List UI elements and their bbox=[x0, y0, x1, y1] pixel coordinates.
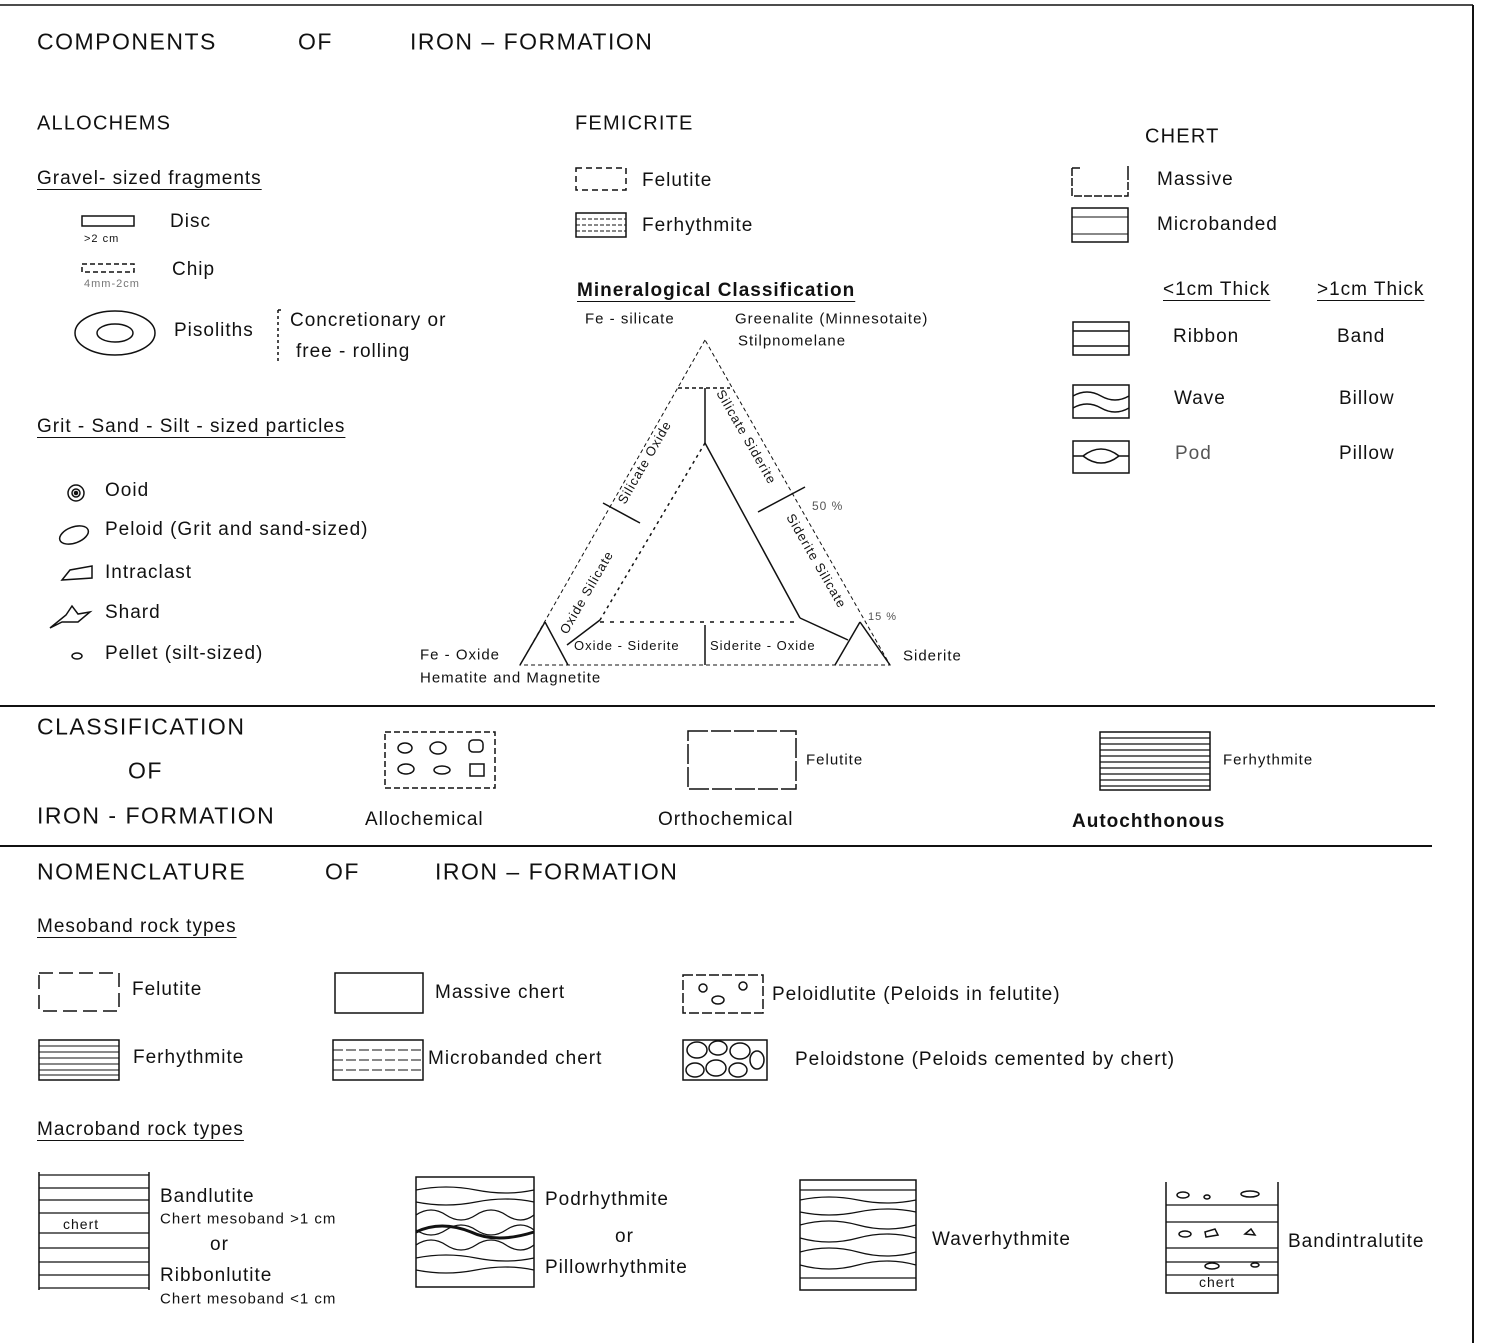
massive-chert-symbol bbox=[1072, 166, 1128, 196]
massive-chert-mesoband-symbol bbox=[335, 973, 423, 1013]
chert-band: Band bbox=[1337, 326, 1386, 347]
autochthonous-label: Autochthonous bbox=[1072, 811, 1226, 832]
hematite-magnetite-label: Hematite and Magnetite bbox=[420, 669, 602, 687]
disc-label: Disc bbox=[170, 211, 211, 232]
gravel-heading: Gravel- sized fragments bbox=[37, 168, 262, 189]
peloidlutite-symbol bbox=[683, 975, 763, 1013]
pisoliths-note-2: free - rolling bbox=[296, 341, 411, 362]
field-siderite-oxide: Siderite - Oxide bbox=[710, 638, 816, 653]
mesoband-microbanded-chert: Microbanded chert bbox=[428, 1048, 603, 1069]
orthochemical-label: Orthochemical bbox=[658, 809, 794, 830]
classification-title-2: OF bbox=[128, 757, 163, 784]
podrhythmite-or: or bbox=[615, 1226, 634, 1247]
field-silicate-oxide: Silicate Oxide bbox=[614, 418, 675, 507]
allochems-heading: ALLOCHEMS bbox=[37, 112, 172, 135]
ribbonlutite-note: Chert mesoband <1 cm bbox=[160, 1290, 337, 1308]
mesoband-heading: Mesoband rock types bbox=[37, 916, 237, 937]
particle-ooid: Ooid bbox=[105, 480, 150, 501]
field-siderite-silicate: Siderite Silicate bbox=[783, 511, 850, 611]
components-title-3: IRON – FORMATION bbox=[410, 28, 654, 55]
siderite-label: Siderite bbox=[903, 647, 962, 665]
particle-intraclast: Intraclast bbox=[105, 562, 193, 583]
waverhythmite-symbol bbox=[800, 1180, 916, 1290]
peloidstone-symbol bbox=[683, 1040, 767, 1080]
bandlutite-chert-tag: chert bbox=[63, 1216, 100, 1232]
ferhythmite-symbol bbox=[576, 213, 626, 237]
femicrite-heading: FEMICRITE bbox=[575, 112, 694, 135]
greenalite-label: Greenalite (Minnesotaite) bbox=[735, 310, 929, 328]
pct-50-label: 50 % bbox=[812, 499, 844, 513]
grit-heading: Grit - Sand - Silt - sized particles bbox=[37, 416, 346, 437]
bandintralutite-label: Bandintralutite bbox=[1288, 1231, 1425, 1252]
mesoband-peloidlutite: Peloidlutite (Peloids in felutite) bbox=[772, 984, 1061, 1005]
ooid-icon bbox=[68, 485, 84, 501]
wave-symbol bbox=[1073, 385, 1129, 418]
field-oxide-siderite: Oxide - Siderite bbox=[574, 638, 680, 653]
chert-massive: Massive bbox=[1157, 169, 1234, 190]
components-title-1: COMPONENTS bbox=[37, 28, 217, 55]
chert-pillow: Pillow bbox=[1339, 443, 1395, 464]
microbanded-chert-symbol bbox=[1072, 208, 1128, 242]
nomenclature-title-2: OF bbox=[325, 858, 360, 885]
pct-15-label: 15 % bbox=[868, 611, 898, 623]
fe-silicate-label: Fe - silicate bbox=[585, 310, 675, 328]
femicrite-ferhythmite: Ferhythmite bbox=[642, 215, 754, 236]
auto-symbol-label: Ferhythmite bbox=[1223, 751, 1314, 769]
mesoband-ferhythmite: Ferhythmite bbox=[133, 1047, 245, 1068]
classification-title-1: CLASSIFICATION bbox=[37, 713, 246, 740]
mesoband-felutite: Felutite bbox=[132, 979, 203, 1000]
disc-size: >2 cm bbox=[84, 233, 120, 245]
chip-label: Chip bbox=[172, 259, 216, 280]
bandlutite-or: or bbox=[210, 1234, 229, 1255]
particle-shard: Shard bbox=[105, 602, 161, 623]
intraclast-icon bbox=[62, 566, 92, 580]
bandlutite-note: Chert mesoband >1 cm bbox=[160, 1210, 337, 1228]
nomenclature-title-3: IRON – FORMATION bbox=[435, 858, 679, 885]
autochthonous-symbol bbox=[1100, 732, 1210, 790]
chert-ribbon: Ribbon bbox=[1173, 326, 1240, 347]
peloid-icon bbox=[57, 522, 91, 547]
ribbonlutite-label: Ribbonlutite bbox=[160, 1265, 273, 1286]
chert-billow: Billow bbox=[1339, 388, 1395, 409]
pillowrhythmite-label: Pillowrhythmite bbox=[545, 1257, 688, 1278]
allochemical-label: Allochemical bbox=[365, 809, 484, 830]
ferhythmite-mesoband-symbol bbox=[39, 1040, 119, 1080]
chert-microbanded: Microbanded bbox=[1157, 214, 1278, 235]
felutite-symbol bbox=[576, 168, 626, 190]
chert-pod: Pod bbox=[1175, 443, 1212, 464]
components-title-2: OF bbox=[298, 28, 333, 55]
chert-heading: CHERT bbox=[1145, 125, 1220, 148]
pisoliths-note-1: Concretionary or bbox=[290, 310, 447, 331]
pisoliths-label: Pisoliths bbox=[174, 320, 254, 341]
podrhythmite-symbol bbox=[416, 1177, 534, 1287]
mesoband-peloidstone: Peloidstone (Peloids cemented by chert) bbox=[795, 1049, 1176, 1070]
microbanded-chert-mesoband-symbol bbox=[333, 1040, 423, 1080]
stilpnomelane-label: Stilpnomelane bbox=[738, 332, 847, 350]
waverhythmite-label: Waverhythmite bbox=[932, 1229, 1071, 1250]
particle-peloid: Peloid (Grit and sand-sized) bbox=[105, 519, 369, 540]
chip-size: 4mm-2cm bbox=[84, 278, 140, 290]
classification-title-3: IRON - FORMATION bbox=[37, 802, 276, 829]
chert-wave: Wave bbox=[1174, 388, 1226, 409]
nomenclature-title-1: NOMENCLATURE bbox=[37, 858, 247, 885]
chip-symbol bbox=[82, 264, 134, 272]
pisolith-symbol bbox=[75, 311, 155, 355]
pellet-icon bbox=[72, 653, 82, 659]
ribbon-symbol bbox=[1073, 322, 1129, 355]
particle-pellet: Pellet (silt-sized) bbox=[105, 643, 264, 664]
mesoband-massive-chert: Massive chert bbox=[435, 982, 566, 1003]
disc-symbol bbox=[82, 216, 134, 226]
macroband-heading: Macroband rock types bbox=[37, 1119, 244, 1140]
podrhythmite-label: Podrhythmite bbox=[545, 1189, 669, 1210]
fe-oxide-label: Fe - Oxide bbox=[420, 646, 501, 664]
field-silicate-siderite: Silicate Siderite bbox=[713, 387, 780, 487]
ortho-symbol-label: Felutite bbox=[806, 751, 864, 769]
pisolith-bracket bbox=[278, 310, 284, 362]
chert-col-thick: >1cm Thick bbox=[1317, 279, 1425, 300]
shard-icon bbox=[50, 606, 90, 628]
bandintralutite-chert-tag: chert bbox=[1199, 1274, 1236, 1290]
femicrite-felutite: Felutite bbox=[642, 170, 713, 191]
allochemical-symbol bbox=[385, 732, 495, 788]
mineralogical-heading: Mineralogical Classification bbox=[577, 280, 856, 301]
chert-col-thin: <1cm Thick bbox=[1163, 279, 1271, 300]
felutite-mesoband-symbol bbox=[39, 973, 119, 1011]
bandlutite-label: Bandlutite bbox=[160, 1186, 255, 1207]
field-oxide-silicate: Oxide Silicate bbox=[556, 548, 617, 637]
orthochemical-symbol bbox=[688, 731, 796, 789]
pod-symbol bbox=[1073, 441, 1129, 473]
